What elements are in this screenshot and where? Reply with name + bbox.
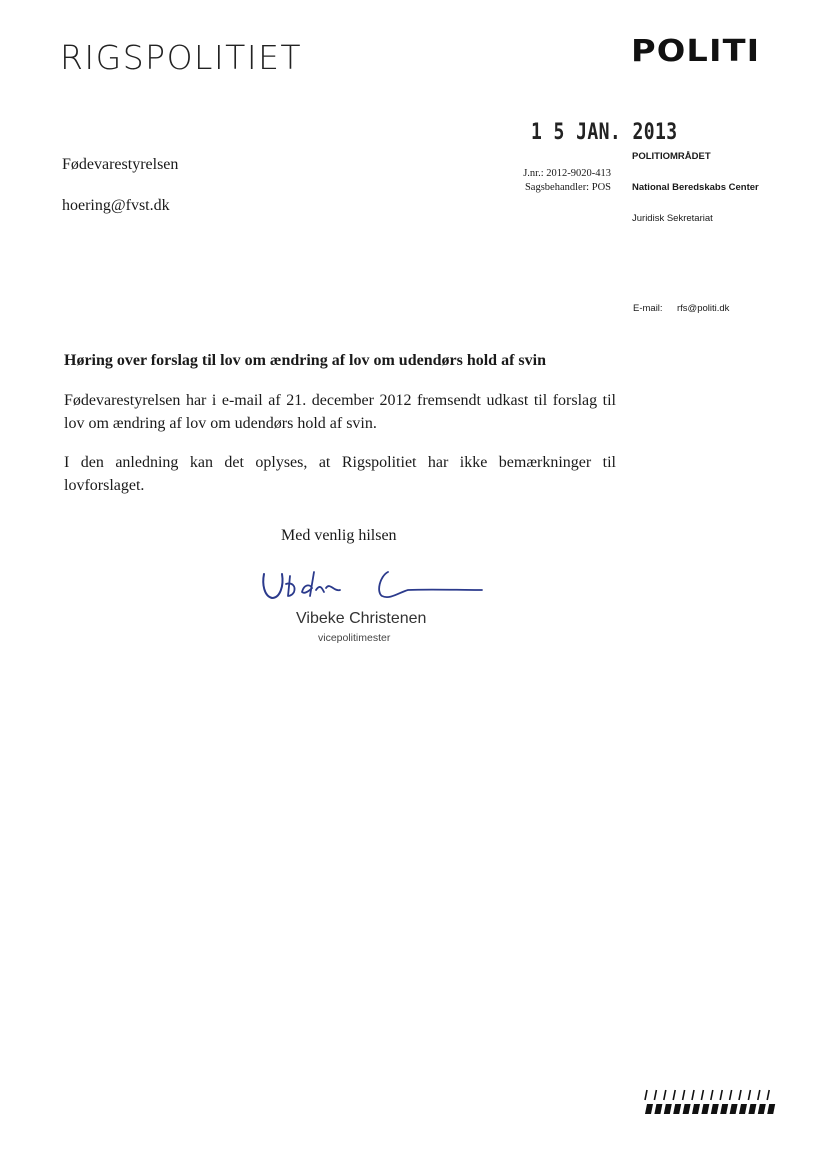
sender-email-label: E-mail:: [633, 303, 663, 314]
closing-greeting: Med venlig hilsen: [281, 527, 397, 544]
police-area: POLITIOMRÅDET: [632, 151, 711, 162]
police-checker-band-icon: [641, 1088, 777, 1116]
signer-title: vicepolitimester: [318, 632, 391, 644]
paragraph-1: Fødevarestyrelsen har i e-mail af 21. december 2012 fremsendt udkast til forslag til lov om ændring af lov om udendørs hold af svin.: [64, 392, 616, 432]
case-handler: Sagsbehandler: POS: [524, 182, 611, 193]
letter-subject: Høring over forslag til lov om ændring af lov om udendørs hold af svin: [64, 352, 546, 369]
handwritten-signature: [258, 562, 488, 610]
politi-logo: POLITI: [631, 34, 761, 69]
sender-email: rfs@politi.dk: [677, 303, 730, 314]
organization-name: RIGSPOLITIET: [60, 38, 303, 77]
signer-name: Vibeke Christenen: [296, 610, 427, 627]
journal-number: J.nr.: 2012-9020-413: [523, 168, 611, 179]
recipient-name: Fødevarestyrelsen: [62, 156, 179, 173]
national-center: National Beredskabs Center: [632, 182, 759, 193]
legal-secretariat: Juridisk Sekretariat: [632, 213, 713, 224]
date-stamp: 1 5 JAN. 2013: [531, 120, 678, 145]
paragraph-2: I den anledning kan det oplyses, at Rigspolitiet har ikke bemærkninger til lovforslaget.: [64, 454, 616, 494]
recipient-email: hoering@fvst.dk: [62, 197, 170, 214]
